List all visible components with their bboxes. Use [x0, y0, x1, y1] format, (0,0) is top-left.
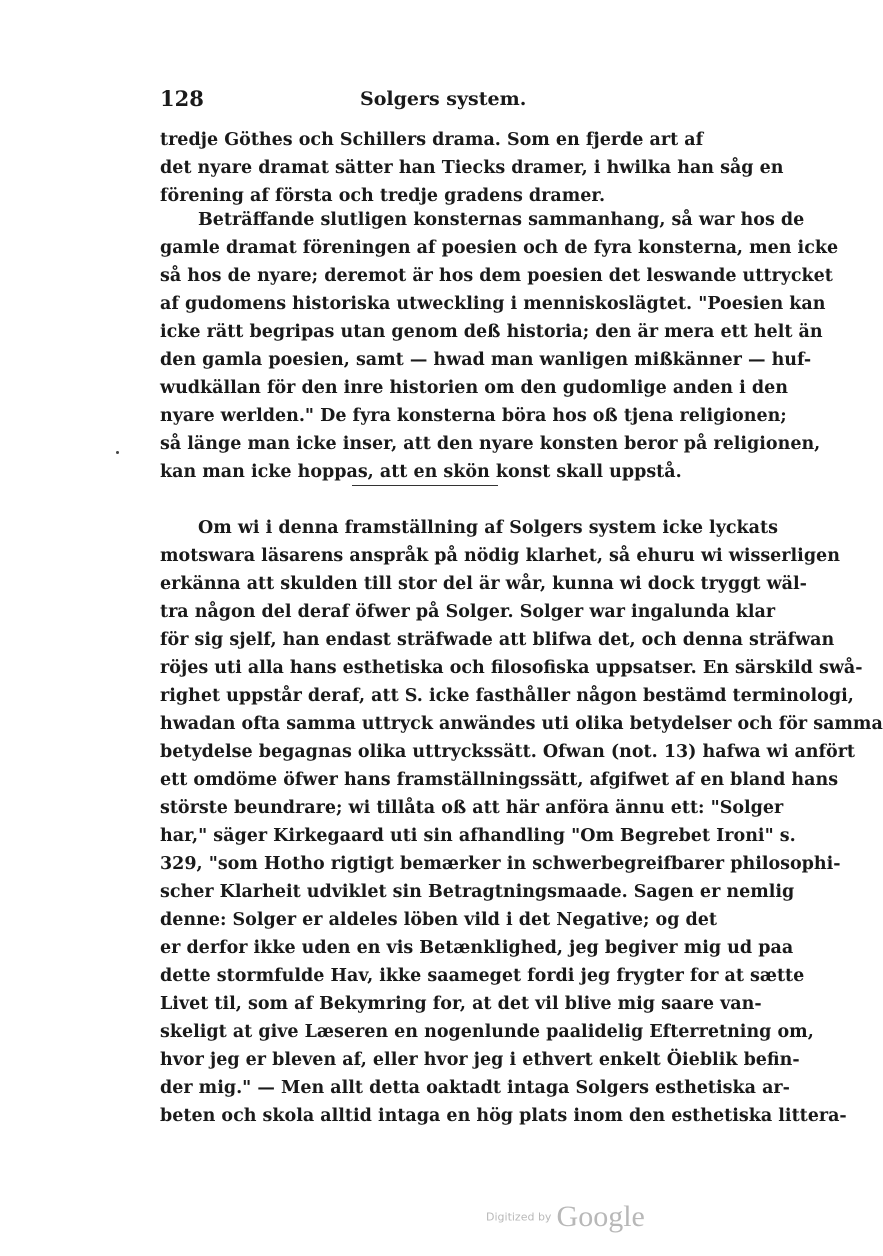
text-line: tra någon del deraf öfwer på Solger. Solger war ingalunda klar: [160, 602, 776, 622]
paragraph-om-framstallning: [160, 514, 883, 1130]
google-logo: Google: [556, 1200, 645, 1233]
paragraph-konsternas-sammanhang: [160, 206, 839, 486]
text-line: scher Klarheit udviklet sin Betragtningsmaade. Sagen er nemlig: [160, 882, 795, 902]
text-line: erkänna att skulden till stor del är wår, kunna wi dock tryggt wäl-: [160, 574, 807, 594]
text-line: af gudomens historiska utweckling i menniskoslägtet. "Poesien kan: [160, 294, 826, 314]
text-line: gamle dramat föreningen af poesien och de fyra konsterna, men icke: [160, 238, 839, 258]
text-line: störste beundrare; wi tillåta oß att här anföra ännu ett: "Solger: [160, 798, 784, 818]
text-line: förening af första och tredje gradens dramer.: [160, 186, 606, 206]
text-line: Livet til, som af Bekymring for, at det vil blive mig saare van-: [160, 994, 762, 1014]
text-line: den gamla poesien, samt — hwad man wanligen mißkänner — huf-: [160, 350, 812, 370]
text-line: beten och skola alltid intaga en hög plats inom den esthetiska littera-: [160, 1106, 847, 1126]
text-line: righet uppstår deraf, att S. icke fasthåller någon bestämd terminologi,: [160, 686, 854, 706]
text-line: för sig sjelf, han endast sträfwade att blifwa det, och denna sträfwan: [160, 630, 835, 650]
margin-mark: [116, 451, 119, 454]
digitized-by-watermark: [486, 1200, 645, 1234]
text-line: motswara läsarens anspråk på nödig klarhet, så ehuru wi wisserligen: [160, 546, 840, 566]
text-line: dette stormfulde Hav, ikke saameget fordi jeg frygter for at sætte: [160, 966, 805, 986]
section-divider: [352, 485, 498, 486]
text-line: denne: Solger er aldeles löben vild i det Negative; og det: [160, 910, 718, 930]
text-line: det nyare dramat sätter han Tiecks dramer, i hwilka han såg en: [160, 158, 784, 178]
text-line: Beträffande slutligen konsternas sammanhang, så war hos de: [198, 210, 805, 230]
page-number: 128: [160, 86, 204, 111]
text-line: skeligt at give Læseren en nogenlunde paalidelig Efterretning om,: [160, 1022, 814, 1042]
text-line: betydelse begagnas olika uttryckssätt. Ofwan (not. 13) hafwa wi anfört: [160, 742, 856, 762]
text-line: icke rätt begripas utan genom deß historia; den är mera ett helt än: [160, 322, 823, 342]
text-line: så hos de nyare; deremot är hos dem poesien det leswande uttrycket: [160, 266, 833, 286]
text-line: Om wi i denna framställning af Solgers system icke lyckats: [198, 518, 778, 538]
text-line: er derfor ikke uden en vis Betænklighed, jeg begiver mig ud paa: [160, 938, 794, 958]
text-line: nyare werlden." De fyra konsterna böra hos oß tjena religionen;: [160, 406, 787, 426]
text-line: ett omdöme öfwer hans framställningssätt, afgifwet af en bland hans: [160, 770, 839, 790]
text-line: der mig." — Men allt detta oaktadt intaga Solgers esthetiska ar-: [160, 1078, 790, 1098]
paragraph-continuation: [160, 126, 784, 210]
text-line: 329, "som Hotho rigtigt bemærker in schwerbegreifbarer philosophi-: [160, 854, 841, 874]
running-head: Solgers system.: [360, 88, 527, 110]
text-line: röjes uti alla hans esthetiska och filosofiska uppsatser. En särskild swå-: [160, 658, 863, 678]
watermark-prefix: Digitized by: [486, 1210, 552, 1224]
text-line: hwadan ofta samma uttryck anwändes uti olika betydelser och för samma: [160, 714, 883, 734]
text-line: hvor jeg er bleven af, eller hvor jeg i ethvert enkelt Öieblik befin-: [160, 1050, 800, 1070]
text-line: wudkällan för den inre historien om den gudomlige anden i den: [160, 378, 788, 398]
text-line: kan man icke hoppas, att en skön konst skall uppstå.: [160, 462, 682, 482]
text-line: har," säger Kirkegaard uti sin afhandling "Om Begrebet Ironi" s.: [160, 826, 796, 846]
text-line: tredje Göthes och Schillers drama. Som en fjerde art af: [160, 130, 704, 150]
text-line: så länge man icke inser, att den nyare konsten beror på religionen,: [160, 434, 821, 454]
